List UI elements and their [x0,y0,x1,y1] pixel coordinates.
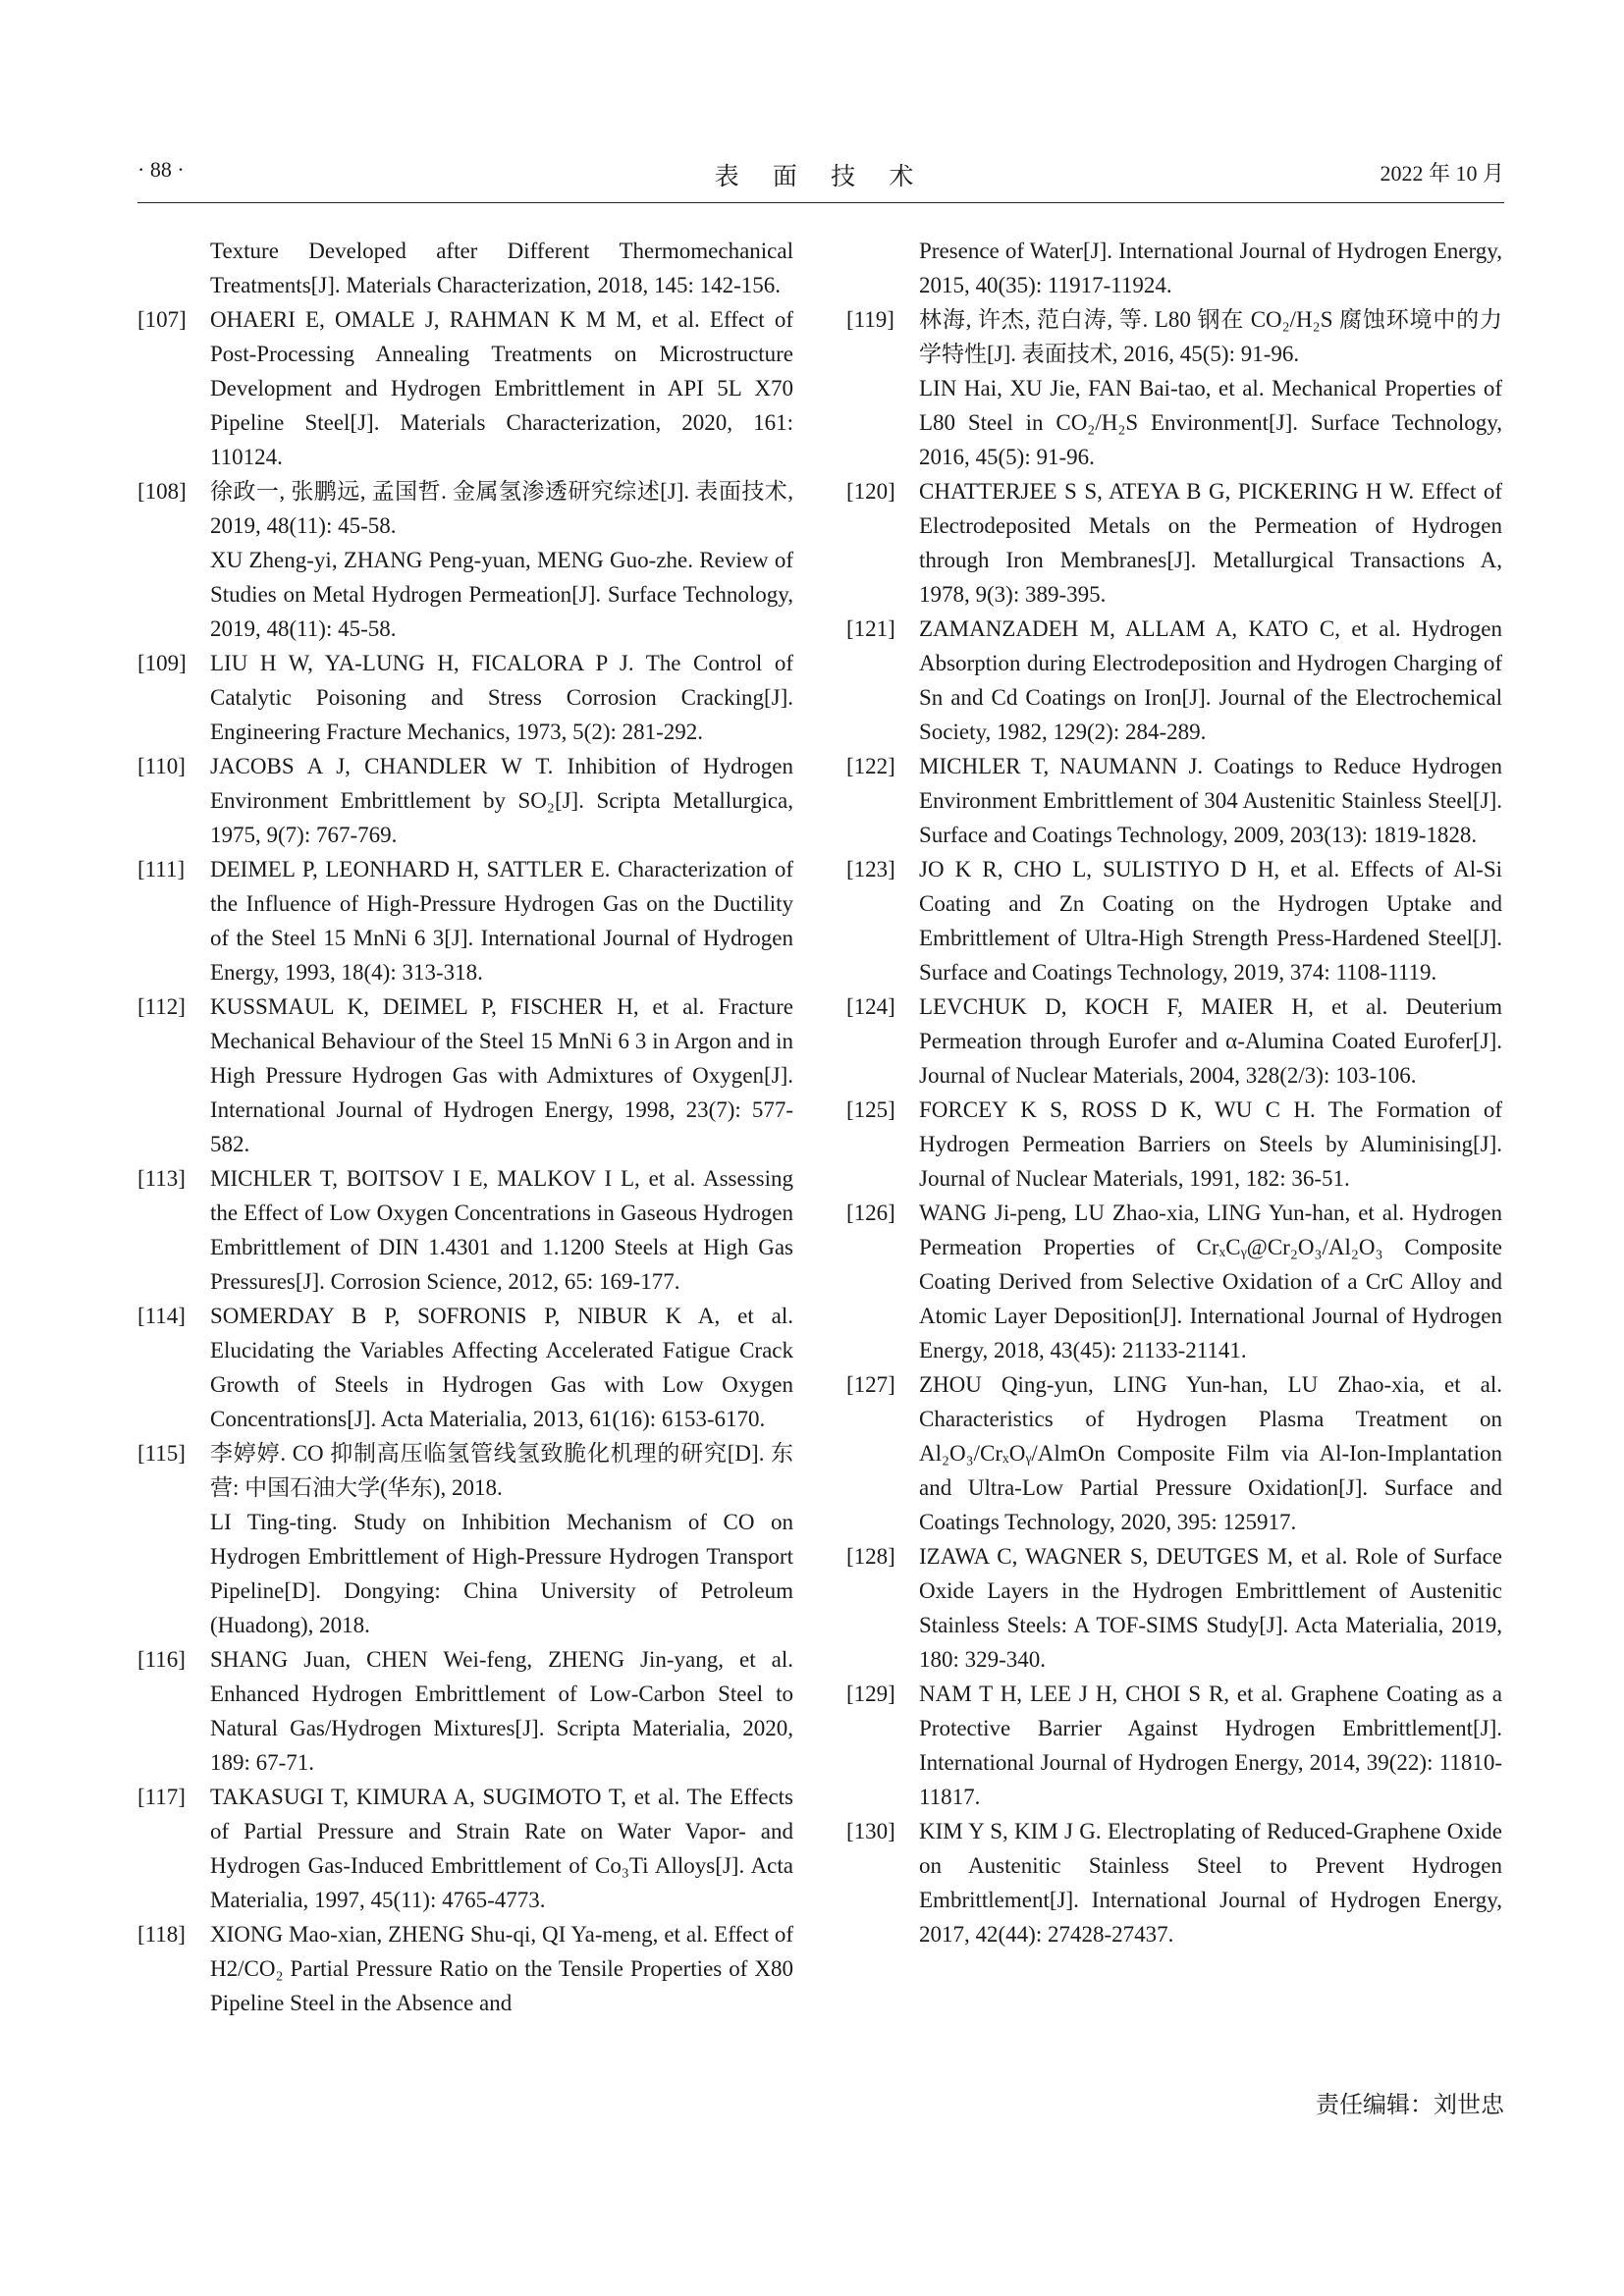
reference-text: IZAWA C, WAGNER S, DEUTGES M, et al. Role of Surface Oxide Layers in the Hydrogen Embrittlement of Austenitic Stainless Steels: A TOF-SIMS Study[J]. Acta Materialia, 2019, 180: 329-340. [919,1544,1502,1672]
header-divider [137,202,1504,203]
reference-number: [109] [137,651,187,675]
reference-item [846,749,1502,852]
reference-number: [122] [846,754,895,778]
reference-text: LEVCHUK D, KOCH F, MAIER H, et al. Deuterium Permeation through Eurofer and α-Alumina Coated Eurofer[J]. Journal of Nuclear Materials, 2004, 328(2/3): 103-106. [919,994,1502,1088]
reference-number: [121] [846,616,895,641]
reference-item [137,1642,793,1780]
reference-number: [110] [137,754,186,778]
reference-text: Presence of Water[J]. International Journal of Hydrogen Energy, 2015, 40(35): 11917-11924. [919,239,1502,297]
reference-number: [113] [137,1166,186,1191]
page-number: · 88 · [137,157,185,182]
reference-number: [126] [846,1201,895,1225]
reference-item [137,1161,793,1299]
reference-text: ZAMANZADEH M, ALLAM A, KATO C, et al. Hydrogen Absorption during Electrodeposition and Hydrogen Charging of Sn and Cd Coatings on Iron[J]. Journal of the Electrochemical Society, 1982, 129(2): 284-289. [919,616,1502,744]
reference-number: [123] [846,857,895,881]
reference-item [137,852,793,989]
reference-number: [125] [846,1097,895,1122]
reference-item [846,474,1502,612]
issue-date: 2022 年 10 月 [1380,161,1504,186]
reference-text: ZHOU Qing-yun, LING Yun-han, LU Zhao-xia, et al. Characteristics of Hydrogen Plasma Treatment on Al₂O₃/CrₓOᵧ/AlmOn Composite Film via Al-Ion-Implantation and Ultra-Low Partial Pressure Oxidation[J]. Surface and Coatings Technology, 2020, 395: 125917. [919,1372,1502,1534]
responsible-editor: 责任编辑：刘世忠 [1316,2091,1504,2118]
reference-text: JO K R, CHO L, SULISTIYO D H, et al. Effects of Al-Si Coating and Zn Coating on the Hydrogen Uptake and Embrittlement of Ultra-High Strength Press-Hardened Steel[J]. Surface and Coatings Technology, 2019, 374: 1108-1119. [919,857,1502,985]
reference-item [846,1093,1502,1196]
reference-number: [127] [846,1372,895,1397]
reference-number: [124] [846,994,895,1019]
reference-text: CHATTERJEE S S, ATEYA B G, PICKERING H W. Effect of Electrodeposited Metals on the Permeation of Hydrogen through Iron Membranes[J]. Metallurgical Transactions A, 1978, 9(3): 389-395. [919,479,1502,607]
reference-item [137,1917,793,2020]
reference-text-english: XU Zheng-yi, ZHANG Peng-yuan, MENG Guo-zhe. Review of Studies on Metal Hydrogen Permeation[J]. Surface Technology, 2019, 48(11): 45-58. [210,548,793,641]
reference-number: [128] [846,1544,895,1569]
reference-number: [108] [137,479,187,504]
left-reference-list [137,302,793,2020]
reference-item [846,1539,1502,1677]
reference-item [846,1677,1502,1814]
reference-text: SOMERDAY B P, SOFRONIS P, NIBUR K A, et al. Elucidating the Variables Affecting Accelerated Fatigue Crack Growth of Steels in Hydrogen Gas with Low Oxygen Concentrations[J]. Acta Materialia, 2013, 61(16): 6153-6170. [210,1304,793,1431]
reference-number: [112] [137,994,186,1019]
reference-continuation [137,234,793,302]
reference-text: MICHLER T, BOITSOV I E, MALKOV I L, et al. Assessing the Effect of Low Oxygen Concentrations in Gaseous Hydrogen Embrittlement of DIN 1.4301 and 1.1200 Steels at High Gas Pressures[J]. Corrosion Science, 2012, 65: 169-177. [210,1166,793,1294]
reference-item [846,852,1502,989]
reference-number: [117] [137,1785,186,1809]
reference-text: KIM Y S, KIM J G. Electroplating of Reduced-Graphene Oxide on Austenitic Stainless Steel to Prevent Hydrogen Embrittlement[J]. International Journal of Hydrogen Energy, 2017, 42(44): 27428-27437. [919,1819,1502,1947]
reference-item [846,1367,1502,1539]
reference-item [137,989,793,1161]
reference-item [137,1299,793,1436]
page-header [137,157,1504,196]
right-column [846,234,1502,1951]
right-reference-list [846,302,1502,1951]
reference-text: XIONG Mao-xian, ZHENG Shu-qi, QI Ya-meng, et al. Effect of H2/CO₂ Partial Pressure Ratio on the Tensile Properties of X80 Pipeline Steel in the Absence and [210,1922,793,2015]
reference-number: [118] [137,1922,186,1947]
reference-text: LIU H W, YA-LUNG H, FICALORA P J. The Control of Catalytic Poisoning and Stress Corrosion Cracking[J]. Engineering Fracture Mechanics, 1973, 5(2): 281-292. [210,651,793,744]
reference-text: WANG Ji-peng, LU Zhao-xia, LING Yun-han, et al. Hydrogen Permeation Properties of CrₓCᵧ@Cr₂O₃/Al₂O₃ Composite Coating Derived from Selective Oxidation of a CrC Alloy and Atomic Layer Deposition[J]. International Journal of Hydrogen Energy, 2018, 43(45): 21133-21141. [919,1201,1502,1362]
reference-item [846,989,1502,1093]
reference-number: [116] [137,1647,186,1672]
reference-item [846,1196,1502,1367]
reference-item [137,749,793,852]
reference-item [846,1814,1502,1951]
reference-item [137,1780,793,1917]
reference-text-english: LI Ting-ting. Study on Inhibition Mechanism of CO on Hydrogen Embrittlement of High-Pressure Hydrogen Transport Pipeline[D]. Dongying: China University of Petroleum (Huadong), 2018. [210,1510,793,1637]
reference-text-english: LIN Hai, XU Jie, FAN Bai-tao, et al. Mechanical Properties of L80 Steel in CO₂/H₂S Environment[J]. Surface Technology, 2016, 45(5): 91-96. [919,376,1502,469]
reference-item [137,646,793,749]
reference-text: OHAERI E, OMALE J, RAHMAN K M M, et al. Effect of Post-Processing Annealing Treatments on Microstructure Development and Hydrogen Embrittlement in API 5L X70 Pipeline Steel[J]. Materials Characterization, 2020, 161: 110124. [210,307,793,469]
reference-text: SHANG Juan, CHEN Wei-feng, ZHENG Jin-yang, et al. Enhanced Hydrogen Embrittlement of Low-Carbon Steel to Natural Gas/Hydrogen Mixtures[J]. Scripta Materialia, 2020, 189: 67-71. [210,1647,793,1775]
reference-number: [130] [846,1819,895,1843]
reference-text: MICHLER T, NAUMANN J. Coatings to Reduce Hydrogen Environment Embrittlement of 304 Austenitic Stainless Steel[J]. Surface and Coatings Technology, 2009, 203(13): 1819-1828. [919,754,1502,847]
reference-item [846,612,1502,749]
reference-number: [115] [137,1441,186,1466]
reference-text: DEIMEL P, LEONHARD H, SATTLER E. Characterization of the Influence of High-Pressure Hydrogen Gas on the Ductility of the Steel 15 MnNi 6 3[J]. International Journal of Hydrogen Energy, 1993, 18(4): 313-318. [210,857,793,985]
reference-text: NAM T H, LEE J H, CHOI S R, et al. Graphene Coating as a Protective Barrier Against Hydrogen Embrittlement[J]. International Journal of Hydrogen Energy, 2014, 39(22): 11810-11817. [919,1682,1502,1809]
reference-text: FORCEY K S, ROSS D K, WU C H. The Formation of Hydrogen Permeation Barriers on Steels by Aluminising[J]. Journal of Nuclear Materials, 1991, 182: 36-51. [919,1097,1502,1191]
reference-item [137,474,793,646]
reference-number: [120] [846,479,895,504]
reference-text: JACOBS A J, CHANDLER W T. Inhibition of Hydrogen Environment Embrittlement by SO₂[J]. Scripta Metallurgica, 1975, 9(7): 767-769. [210,754,793,847]
reference-number: [111] [137,857,186,881]
reference-text: KUSSMAUL K, DEIMEL P, FISCHER H, et al. Fracture Mechanical Behaviour of the Steel 15 MnNi 6 3 in Argon and in High Pressure Hydrogen Gas with Admixtures of Oxygen[J]. International Journal of Hydrogen Energy, 1998, 23(7): 577-582. [210,994,793,1156]
journal-title: 表 面 技 术 [714,164,928,190]
reference-text: 林海, 许杰, 范白涛, 等. L80 钢在 CO₂/H₂S 腐蚀环境中的力学特性[J]. 表面技术, 2016, 45(5): 91-96. [919,307,1502,366]
reference-number: [107] [137,307,187,332]
reference-item [137,1436,793,1642]
reference-text: Texture Developed after Different Thermomechanical Treatments[J]. Materials Characterization, 2018, 145: 142-156. [210,239,793,297]
reference-item [846,302,1502,474]
reference-continuation [846,234,1502,302]
reference-text: 李婷婷. CO 抑制高压临氢管线氢致脆化机理的研究[D]. 东营: 中国石油大学(华东), 2018. [210,1441,793,1500]
reference-text: TAKASUGI T, KIMURA A, SUGIMOTO T, et al. The Effects of Partial Pressure and Strain Rate on Water Vapor- and Hydrogen Gas-Induced Embrittlement of Co₃Ti Alloys[J]. Acta Materialia, 1997, 45(11): 4765-4773. [210,1785,793,1912]
reference-number: [129] [846,1682,895,1706]
reference-text: 徐政一, 张鹏远, 孟国哲. 金属氢渗透研究综述[J]. 表面技术, 2019, 48(11): 45-58. [210,479,793,538]
reference-number: [114] [137,1304,186,1328]
reference-item [137,302,793,474]
reference-number: [119] [846,307,894,332]
left-column [137,234,793,2020]
